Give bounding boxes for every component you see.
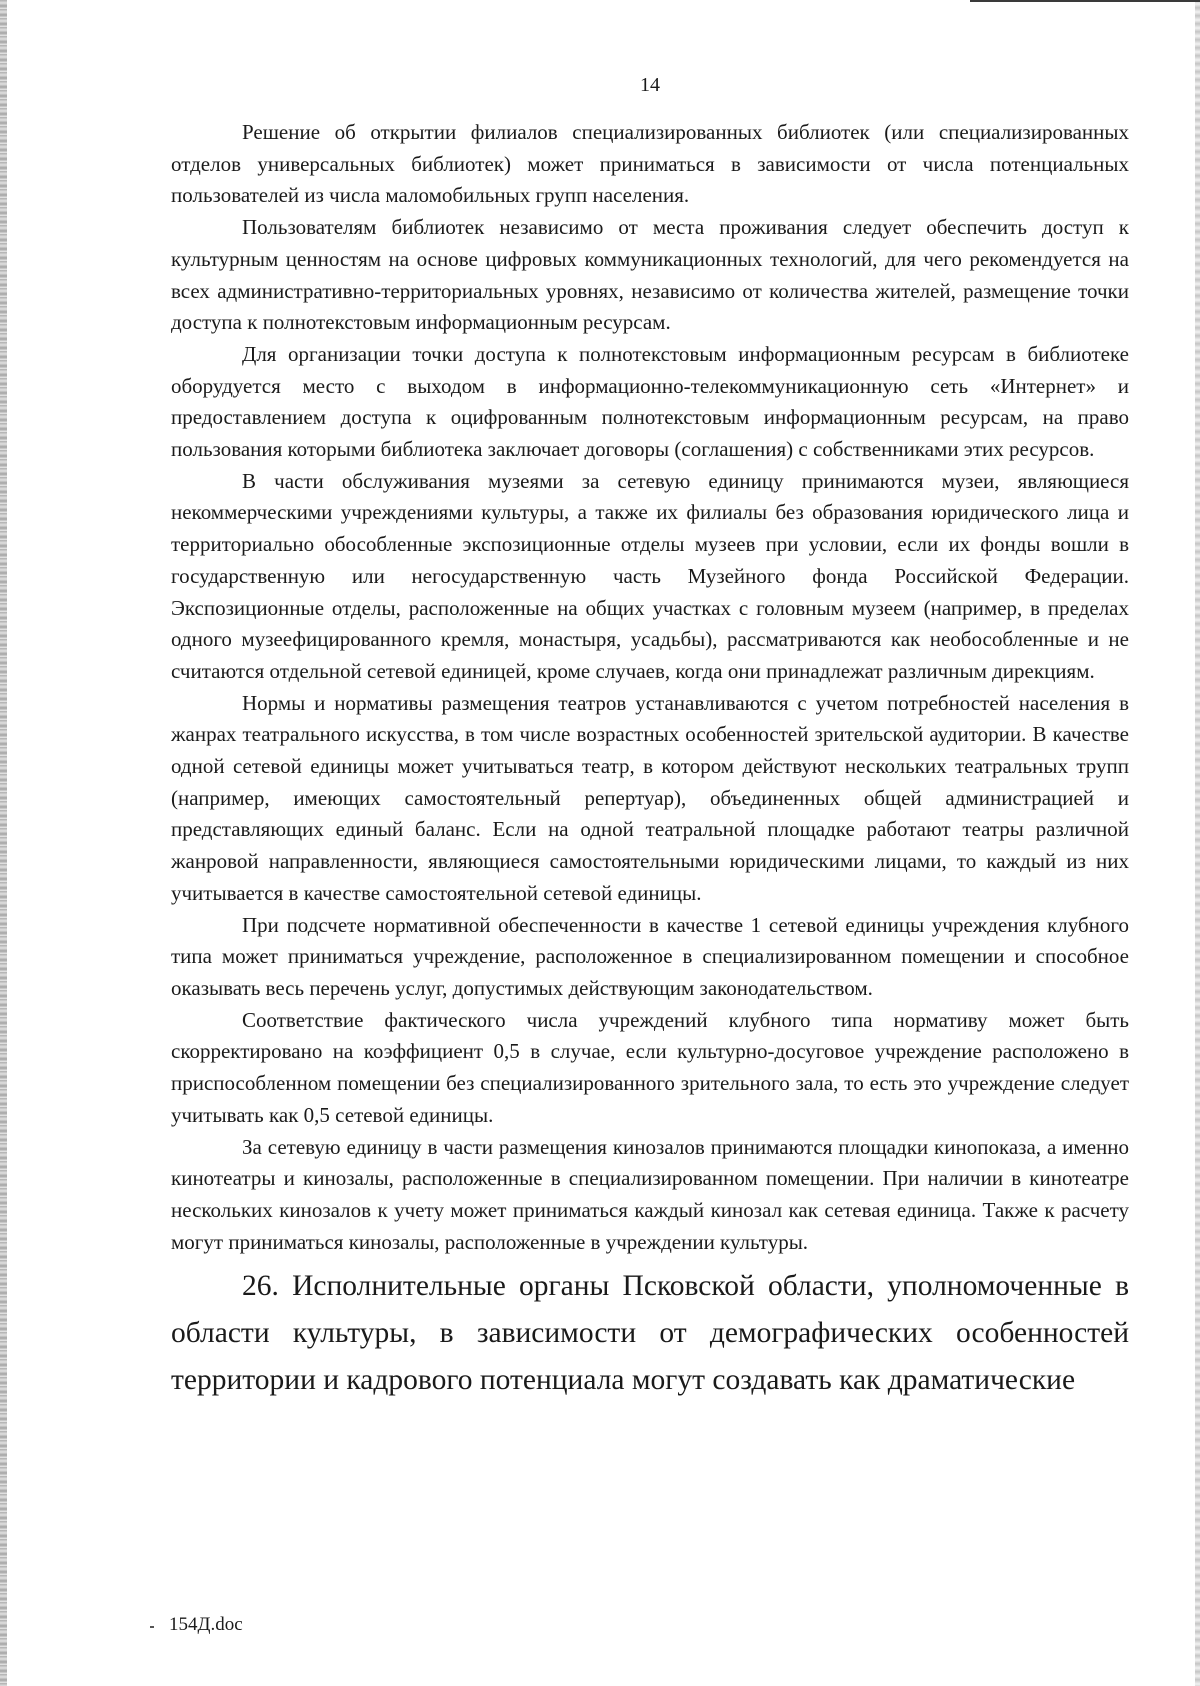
paragraph-coefficient: Соответствие фактического числа учреждений клубного типа нормативу может быть скорректировано на коэффициент 0,5 в случае, если культурно-досуговое учреждение расположено в приспособленном помещении без специализированного зрительного зала, то есть это учреждение следует учитывать как 0,5 сетевой единицы. bbox=[171, 1007, 1129, 1127]
page-number: 14 bbox=[640, 74, 660, 96]
paragraph-branches: Решение об открытии филиалов специализированных библиотек (или специализированных отделов универсальных библиотек) может приниматься в зависимости от числа потенциальных пользователей из числа маломобильных групп населения. bbox=[171, 120, 1129, 208]
paragraph-club-institutions: При подсчете нормативной обеспеченности в качестве 1 сетевой единицы учреждения клубного типа может приниматься учреждение, расположенное в специализированном помещении и способное оказывать весь перечень услуг, допустимых действующим законодательством. bbox=[171, 912, 1129, 1000]
footer-filename: 154Д.doc bbox=[169, 1614, 243, 1635]
paragraph-section-26: 26. Исполнительные органы Псковской области, уполномоченные в области культуры, в зависимости от демографических особенностей территории и кадрового потенциала могут создавать как драматические bbox=[171, 1270, 1129, 1397]
paragraph-cinemas: За сетевую единицу в части размещения кинозалов принимаются площадки кинопоказа, а именно кинотеатры и кинозалы, расположенные в специализированном помещении. При наличии в кинотеатре нескольких кинозалов к учету может приниматься каждый кинозал как сетевая единица. Также к расчету могут приниматься кинозалы, расположенные в учреждении культуры. bbox=[171, 1134, 1129, 1254]
paragraph-theatres: Нормы и нормативы размещения театров устанавливаются с учетом потребностей населения в жанрах театрального искусства, в том числе возрастных особенностей зрительской аудитории. В качестве одной сетевой единицы может учитываться театр, в котором действуют нескольких театральных трупп (например, имеющих самостоятельный репертуар), объединенных общей администрацией и представляющих единый баланс. Если на одной театральной площадке работают театры различной жанровой направленности, являющиеся самостоятельными юридическими лицами, то каждый из них учитывается в качестве самостоятельной сетевой единицы. bbox=[171, 690, 1129, 905]
scan-edge-top bbox=[970, 0, 1200, 2]
scan-edge-right bbox=[1195, 0, 1200, 1686]
paragraph-access-point: Для организации точки доступа к полнотекстовым информационным ресурсам в библиотеке оборудуется место с выходом в информационно-телекоммуникационную сеть «Интернет» и предоставлением доступа к оцифрованным полнотекстовым информационным ресурсам, на право пользования которыми библиотека заключает договоры (соглашения) с собственниками этих ресурсов. bbox=[171, 341, 1129, 462]
document-body bbox=[171, 117, 1129, 1404]
paragraph-museums: В части обслуживания музеями за сетевую единицу принимаются музеи, являющиеся некоммерческими учреждениями культуры, а также их филиалы без образования юридического лица и территориально обособленные экспозиционные отделы музеев при условии, если их фонды вошли в государственную или негосударственную часть Музейного фонда Российской Федерации. Экспозиционные отделы, расположенные на общих участках с головным музеем (например, в пределах одного музеефицированного кремля, монастыря, усадьбы), рассматриваются как необособленные и не считаются отдельной сетевой единицей, кроме случаев, когда они принадлежат различным дирекциям. bbox=[171, 468, 1129, 683]
footer-mark bbox=[150, 1626, 154, 1628]
paragraph-digital-access: Пользователям библиотек независимо от места проживания следует обеспечить доступ к культурным ценностям на основе цифровых коммуникационных технологий, для чего рекомендуется на всех административно-территориальных уровнях, независимо от количества жителей, размещение точки доступа к полнотекстовым информационным ресурсам. bbox=[171, 215, 1129, 335]
scan-edge-left bbox=[0, 0, 7, 1686]
